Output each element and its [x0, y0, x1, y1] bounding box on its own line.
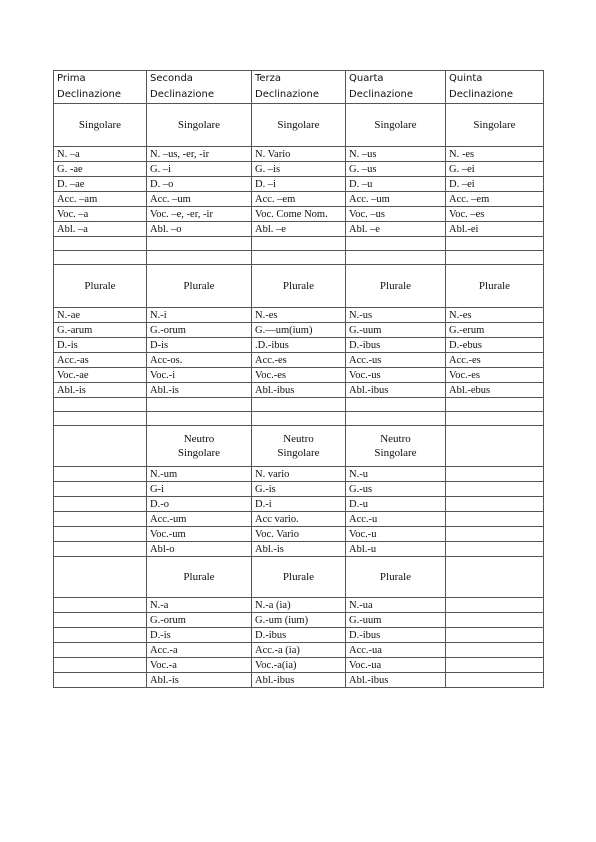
table-cell: Plurale	[252, 557, 346, 598]
table-cell: Voc. –a	[54, 207, 147, 222]
table-cell: Voc.-um	[147, 527, 252, 542]
table-cell: N. –us, -er, -ir	[147, 147, 252, 162]
table-cell: Acc.-us	[346, 353, 446, 368]
table-row	[54, 658, 544, 673]
table-cell: Singolare	[147, 104, 252, 147]
table-row	[54, 512, 544, 527]
table-row	[54, 177, 544, 192]
table-cell: Abl.-ibus	[346, 383, 446, 398]
table-cell: Acc vario.	[252, 512, 346, 527]
table-cell: N.-um	[147, 467, 252, 482]
table-cell	[346, 412, 446, 426]
table-cell	[54, 643, 147, 658]
table-cell: G-i	[147, 482, 252, 497]
table-cell	[54, 426, 147, 467]
table-row	[54, 598, 544, 613]
table-cell: N.-es	[446, 308, 544, 323]
table-cell	[446, 557, 544, 598]
table-cell: D.-ebus	[446, 338, 544, 353]
table-cell: G.-us	[346, 482, 446, 497]
table-cell: Neutro Singolare	[346, 426, 446, 467]
table-cell: Abl. –e	[252, 222, 346, 237]
blank-row	[54, 237, 544, 251]
table-row	[54, 643, 544, 658]
table-cell: Voc.-a(ia)	[252, 658, 346, 673]
table-cell	[446, 512, 544, 527]
table-cell	[54, 542, 147, 557]
blank-row	[54, 412, 544, 426]
table-cell	[446, 237, 544, 251]
table-cell	[446, 426, 544, 467]
table-cell: Abl.-is	[147, 673, 252, 688]
declension-table	[53, 70, 544, 688]
table-cell: N.-es	[252, 308, 346, 323]
table-cell: Neutro Singolare	[252, 426, 346, 467]
table-cell: Voc.-u	[346, 527, 446, 542]
table-cell: Terza Declinazione	[252, 71, 346, 104]
table-cell: D.-ibus	[346, 338, 446, 353]
table-cell: D.-is	[147, 628, 252, 643]
table-cell	[446, 251, 544, 265]
table-cell: Acc.-um	[147, 512, 252, 527]
table-cell: Abl.-ibus	[346, 673, 446, 688]
table-cell: Quarta Declinazione	[346, 71, 446, 104]
table-cell	[54, 673, 147, 688]
table-cell: Voc. –us	[346, 207, 446, 222]
table-cell: N. –us	[346, 147, 446, 162]
table-cell: N.-ua	[346, 598, 446, 613]
table-row	[54, 497, 544, 512]
table-cell: Abl.-ibus	[252, 383, 346, 398]
table-cell	[446, 628, 544, 643]
section-label-row	[54, 426, 544, 467]
blank-row	[54, 251, 544, 265]
table-cell: D. –ae	[54, 177, 147, 192]
table-cell	[446, 467, 544, 482]
table-row	[54, 467, 544, 482]
table-cell: G.-uum	[346, 613, 446, 628]
table-cell	[54, 467, 147, 482]
table-cell: Voc.-es	[252, 368, 346, 383]
table-cell: Acc. –um	[147, 192, 252, 207]
table-cell	[252, 412, 346, 426]
table-row	[54, 323, 544, 338]
table-cell: Voc.-i	[147, 368, 252, 383]
table-cell	[54, 557, 147, 598]
table-cell	[54, 497, 147, 512]
table-cell	[147, 237, 252, 251]
section-label-row	[54, 265, 544, 308]
table-cell: G. –ei	[446, 162, 544, 177]
table-cell: Voc. Come Nom.	[252, 207, 346, 222]
table-cell: Acc-os.	[147, 353, 252, 368]
table-cell: Voc. –es	[446, 207, 544, 222]
table-cell	[54, 658, 147, 673]
table-cell: Acc.-as	[54, 353, 147, 368]
table-row	[54, 383, 544, 398]
table-cell: Singolare	[446, 104, 544, 147]
table-cell	[252, 398, 346, 412]
table-cell: Acc. –em	[252, 192, 346, 207]
table-cell: G.-erum	[446, 323, 544, 338]
table-cell	[346, 237, 446, 251]
table-cell: G.-um (ium)	[252, 613, 346, 628]
header-row	[54, 71, 544, 104]
table-cell: Voc. Vario	[252, 527, 346, 542]
table-cell: G.-orum	[147, 323, 252, 338]
table-cell: D.-ibus	[252, 628, 346, 643]
table-cell: N. vario	[252, 467, 346, 482]
table-cell: N. –a	[54, 147, 147, 162]
table-cell	[446, 613, 544, 628]
table-cell: Abl. –o	[147, 222, 252, 237]
table-cell: Acc.-ua	[346, 643, 446, 658]
declension-table-body	[54, 71, 544, 688]
table-cell	[147, 251, 252, 265]
table-cell: Abl. –e	[346, 222, 446, 237]
table-cell: Voc. –e, -er, -ir	[147, 207, 252, 222]
table-cell: N.-u	[346, 467, 446, 482]
blank-row	[54, 398, 544, 412]
table-cell: Acc.-u	[346, 512, 446, 527]
table-row	[54, 207, 544, 222]
table-cell: Plurale	[446, 265, 544, 308]
table-cell	[446, 542, 544, 557]
table-cell: D-is	[147, 338, 252, 353]
table-row	[54, 353, 544, 368]
table-cell	[54, 482, 147, 497]
table-cell: Voc.-a	[147, 658, 252, 673]
table-cell	[446, 398, 544, 412]
table-cell: Plurale	[346, 557, 446, 598]
table-cell: Prima Declinazione	[54, 71, 147, 104]
table-cell: Abl.-ebus	[446, 383, 544, 398]
table-cell	[54, 512, 147, 527]
table-cell: Abl. –a	[54, 222, 147, 237]
table-cell	[147, 412, 252, 426]
table-cell: Acc.-es	[252, 353, 346, 368]
table-cell: Abl.-is	[252, 542, 346, 557]
table-row	[54, 368, 544, 383]
table-cell: Plurale	[252, 265, 346, 308]
table-cell: Abl.-u	[346, 542, 446, 557]
table-cell: G. –us	[346, 162, 446, 177]
table-cell: N.-us	[346, 308, 446, 323]
table-cell: G. –i	[147, 162, 252, 177]
table-cell: Singolare	[54, 104, 147, 147]
table-cell	[54, 412, 147, 426]
table-cell: Singolare	[346, 104, 446, 147]
table-cell: G.-orum	[147, 613, 252, 628]
table-cell	[346, 251, 446, 265]
table-cell	[54, 613, 147, 628]
table-cell: Neutro Singolare	[147, 426, 252, 467]
table-cell: Voc.-ua	[346, 658, 446, 673]
table-cell: G.-uum	[346, 323, 446, 338]
table-cell	[446, 598, 544, 613]
table-cell: Acc.-a (ia)	[252, 643, 346, 658]
table-row	[54, 192, 544, 207]
table-cell: N.-a	[147, 598, 252, 613]
table-cell	[54, 237, 147, 251]
table-cell: Quinta Declinazione	[446, 71, 544, 104]
table-cell: Abl.-ibus	[252, 673, 346, 688]
table-cell: D. –i	[252, 177, 346, 192]
table-cell: D.-is	[54, 338, 147, 353]
table-cell: Plurale	[54, 265, 147, 308]
table-cell: Acc.-es	[446, 353, 544, 368]
table-cell: N.-i	[147, 308, 252, 323]
table-cell: Acc.-a	[147, 643, 252, 658]
table-cell: G.-is	[252, 482, 346, 497]
table-cell: G.—um(ium)	[252, 323, 346, 338]
table-cell: Plurale	[147, 557, 252, 598]
table-cell	[54, 398, 147, 412]
table-cell: Acc. –um	[346, 192, 446, 207]
table-cell: Voc.-ae	[54, 368, 147, 383]
table-cell: G.-arum	[54, 323, 147, 338]
table-row	[54, 222, 544, 237]
table-row	[54, 527, 544, 542]
table-cell: D. –ei	[446, 177, 544, 192]
table-cell: D.-ibus	[346, 628, 446, 643]
table-row	[54, 613, 544, 628]
table-cell	[54, 598, 147, 613]
table-cell: Voc.-us	[346, 368, 446, 383]
table-cell: N. -es	[446, 147, 544, 162]
table-row	[54, 162, 544, 177]
table-row	[54, 308, 544, 323]
table-cell	[446, 497, 544, 512]
table-cell: Abl-o	[147, 542, 252, 557]
table-cell: G. -ae	[54, 162, 147, 177]
table-cell: Plurale	[147, 265, 252, 308]
table-cell: D.-i	[252, 497, 346, 512]
table-cell: Acc. –em	[446, 192, 544, 207]
table-row	[54, 628, 544, 643]
table-cell: D.-u	[346, 497, 446, 512]
table-cell	[54, 251, 147, 265]
table-cell	[446, 658, 544, 673]
table-cell: G. –is	[252, 162, 346, 177]
table-cell	[446, 412, 544, 426]
table-cell: Abl.-ei	[446, 222, 544, 237]
table-cell	[147, 398, 252, 412]
table-cell: Voc.-es	[446, 368, 544, 383]
table-cell: D. –u	[346, 177, 446, 192]
table-cell	[446, 643, 544, 658]
table-cell: Seconda Declinazione	[147, 71, 252, 104]
table-cell: N.-ae	[54, 308, 147, 323]
table-cell: D.-o	[147, 497, 252, 512]
table-cell: D. –o	[147, 177, 252, 192]
table-row	[54, 482, 544, 497]
table-row	[54, 147, 544, 162]
table-cell: N.-a (ia)	[252, 598, 346, 613]
table-cell: Acc. –am	[54, 192, 147, 207]
table-cell	[446, 673, 544, 688]
table-cell	[446, 482, 544, 497]
table-cell: Plurale	[346, 265, 446, 308]
section-label-row	[54, 104, 544, 147]
section-label-row	[54, 557, 544, 598]
table-cell	[54, 628, 147, 643]
table-row	[54, 338, 544, 353]
table-cell: .D.-ibus	[252, 338, 346, 353]
table-cell	[252, 251, 346, 265]
table-cell: N. Vario	[252, 147, 346, 162]
table-cell	[252, 237, 346, 251]
table-cell: Abl.-is	[147, 383, 252, 398]
table-cell	[446, 527, 544, 542]
table-cell: Abl.-is	[54, 383, 147, 398]
table-cell: Singolare	[252, 104, 346, 147]
table-cell	[54, 527, 147, 542]
table-row	[54, 673, 544, 688]
table-cell	[346, 398, 446, 412]
table-row	[54, 542, 544, 557]
